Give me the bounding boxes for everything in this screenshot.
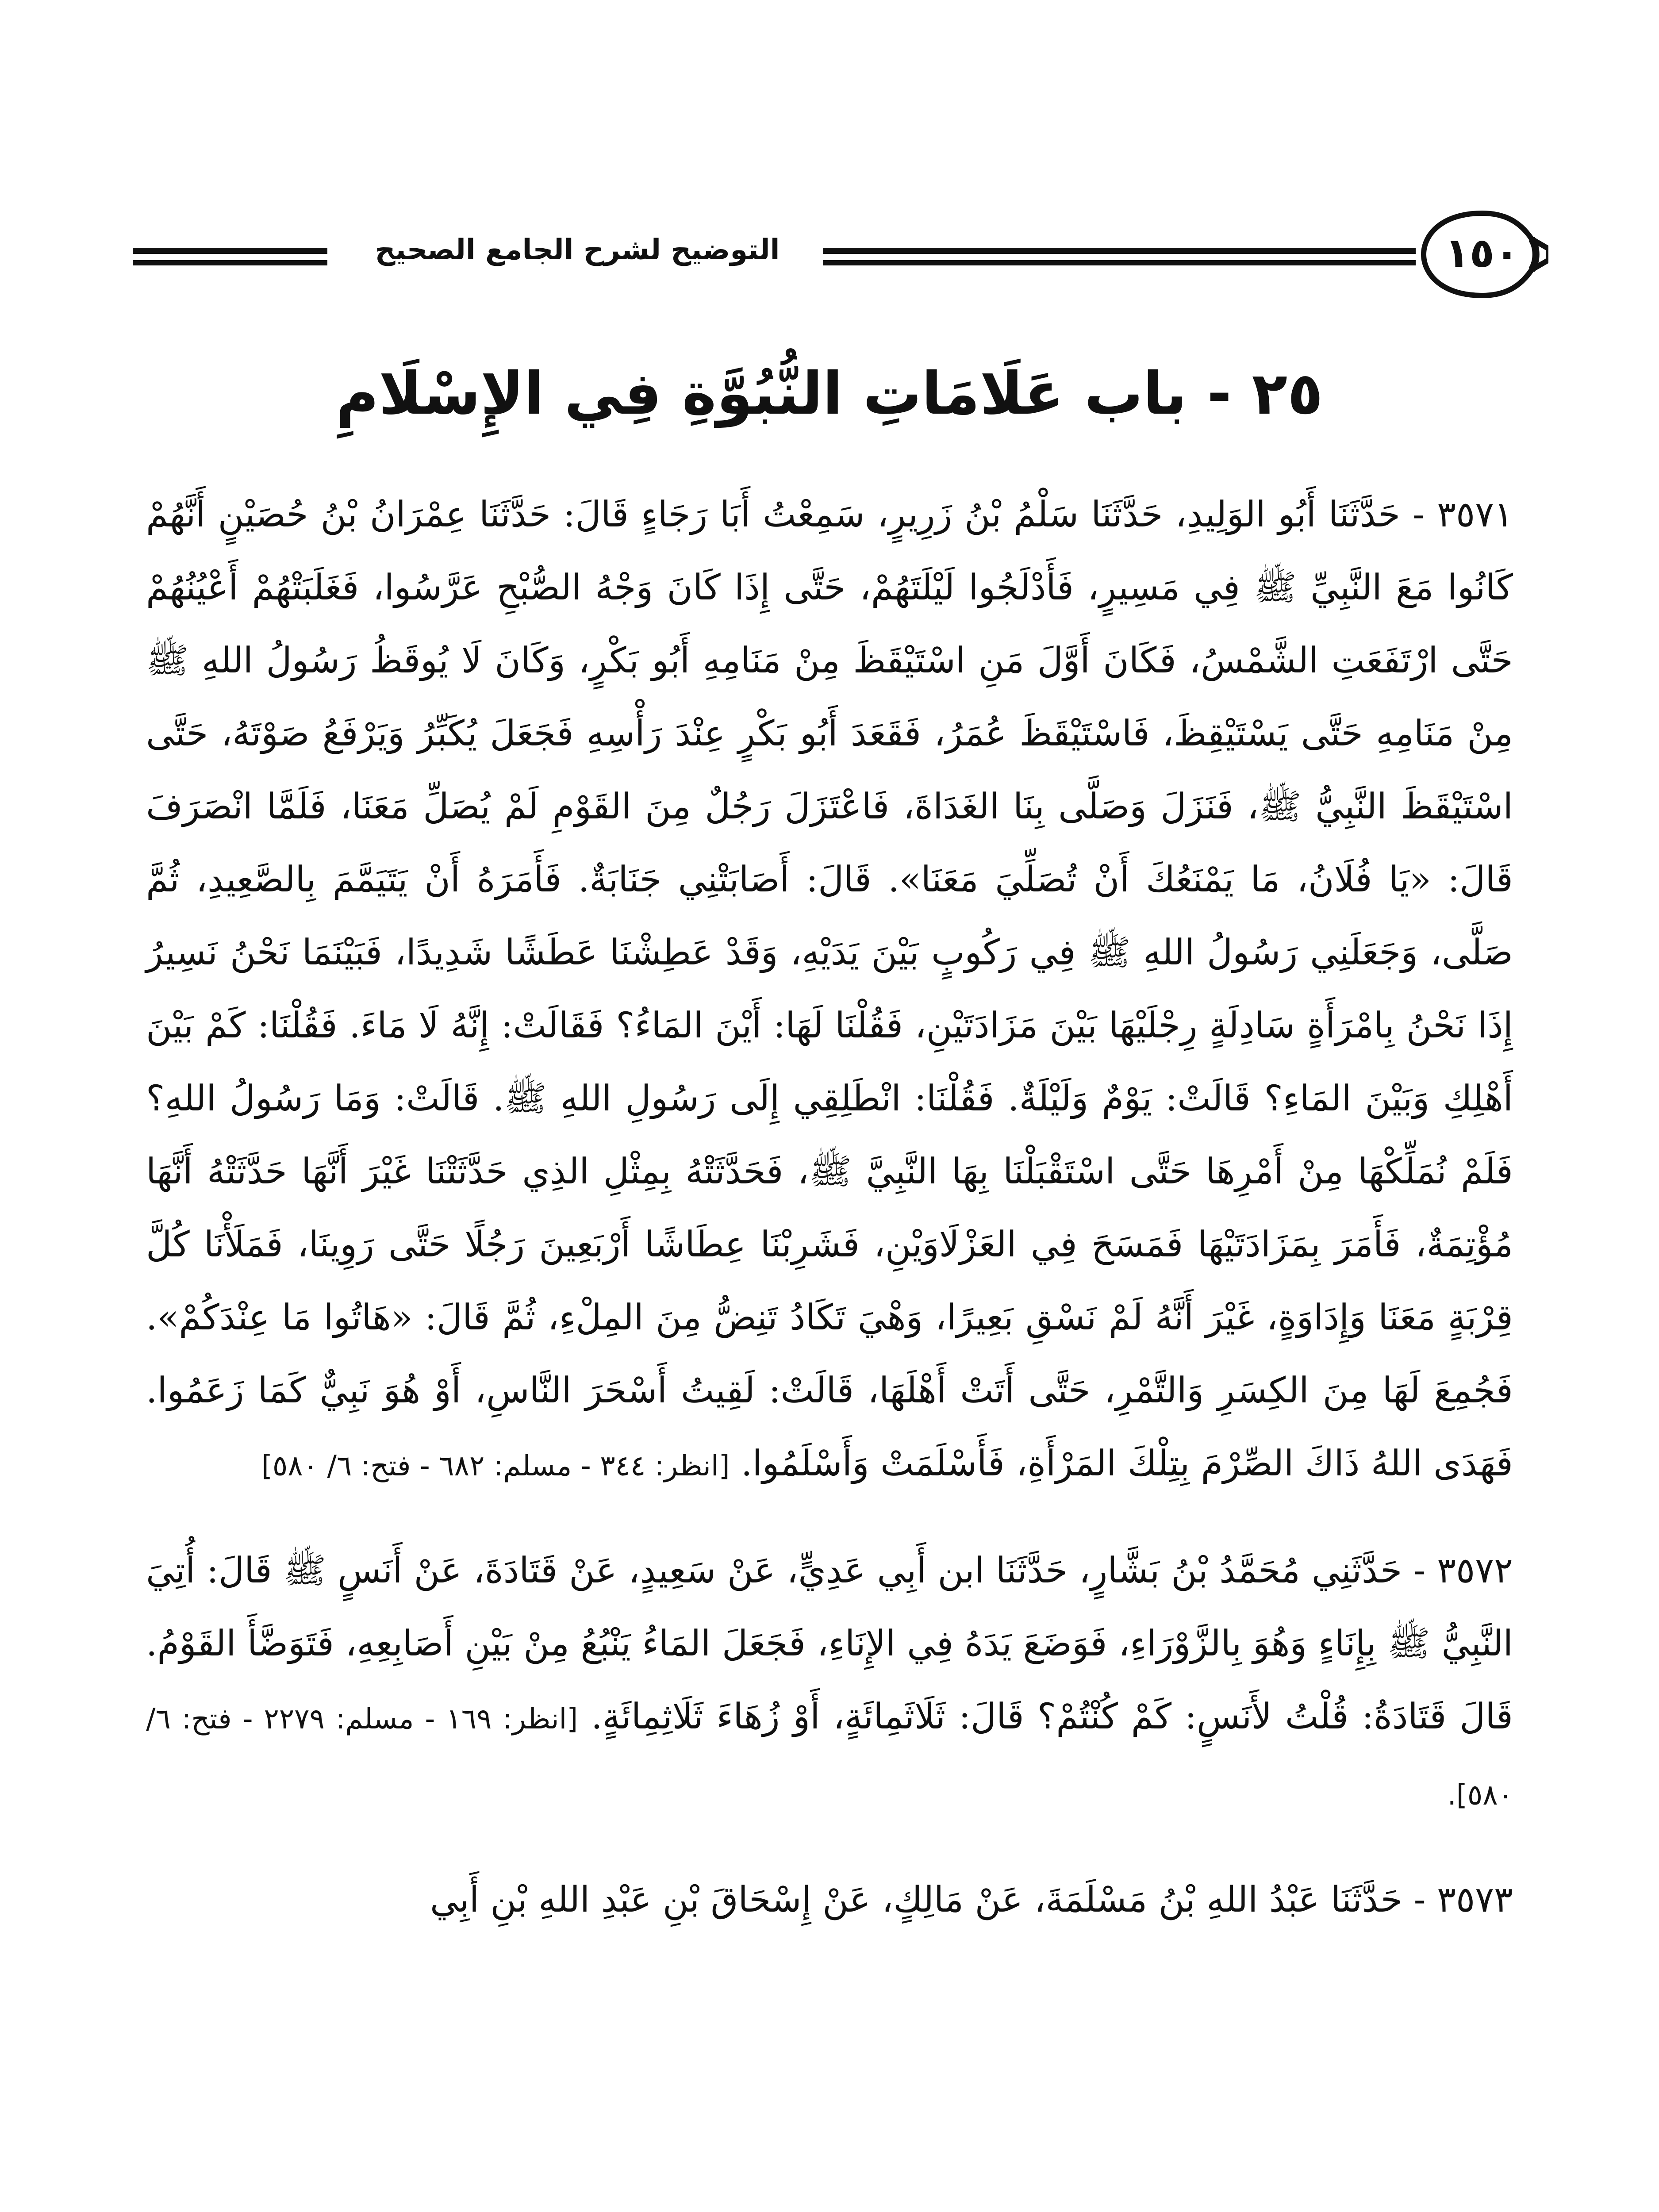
page-number: ١٥٠ xyxy=(1444,229,1520,276)
hadith-source-ref: [انظر: ١٦٩ - مسلم: ٢٢٧٩ - فتح: ٦/ ٥٨٠]. xyxy=(146,1703,1513,1812)
hadith-3571 xyxy=(146,478,1513,1503)
hadith-text: ٣٥٧٢ - حَدَّثَنِي مُحَمَّدُ بْنُ بَشَّارٍ، حَدَّثَنَا ابن أَبِي عَدِيٍّ، عَنْ سَعِيدٍ، عَنْ قَتَادَةَ، عَنْ أَنَسٍ ﷺ قَالَ: أُتِيَ النَّبِيُّ ﷺ بِإِنَاءٍ وَهُوَ بِالزَّوْرَاءِ، فَوَضَعَ يَدَهُ فِي الإِنَاءِ، فَجَعَلَ المَاءُ يَنْبُعُ مِنْ بَيْنِ أَصَابِعِهِ، فَتَوَضَّأَ القَوْمُ. قَالَ قَتَادَةُ: قُلْتُ لأَنَسٍ: كَمْ كُنْتُمْ؟ قَالَ: ثَلَاثَمِائَةٍ، أَوْ زُهَاءَ ثَلَاثِمِائَةٍ. xyxy=(146,1550,1513,1737)
page-body xyxy=(146,478,1513,1936)
running-header xyxy=(133,221,1526,310)
hadith-source-ref: [انظر: ٣٤٤ - مسلم: ٦٨٢ - فتح: ٦/ ٥٨٠] xyxy=(261,1450,730,1482)
chapter-title: ٢٥ - باب عَلَامَاتِ النُّبُوَّةِ فِي الإِسْلَامِ xyxy=(336,360,1323,428)
running-title: التوضيح لشرح الجامع الصحيح xyxy=(375,234,780,266)
hadith-text: ٣٥٧٣ - حَدَّثَنَا عَبْدُ اللهِ بْنُ مَسْلَمَةَ، عَنْ مَالِكٍ، عَنْ إِسْحَاقَ بْنِ عَبْدِ اللهِ بْنِ أَبِي xyxy=(430,1879,1513,1920)
hadith-text: ٣٥٧١ - حَدَّثَنَا أَبُو الوَلِيدِ، حَدَّثَنَا سَلْمُ بْنُ زَرِيرٍ، سَمِعْتُ أَبَا رَجَاءٍ قَالَ: حَدَّثَنَا عِمْرَانُ بْنُ حُصَيْنٍ أَنَّهُمْ كَانُوا مَعَ النَّبِيِّ ﷺ فِي مَسِيرٍ، فَأَدْلَجُوا لَيْلَتَهُمْ، حَتَّى إِذَا كَانَ وَجْهُ الصُّبْحِ عَرَّسُوا، فَغَلَبَتْهُمْ أَعْيُنُهُمْ حَتَّى ارْتَفَعَتِ الشَّمْسُ، فَكَانَ أَوَّلَ مَنِ اسْتَيْقَظَ مِنْ مَنَامِهِ أَبُو بَكْرٍ، وَكَانَ لَا يُوقَظُ رَسُولُ اللهِ ﷺ مِنْ مَنَامِهِ حَتَّى يَسْتَيْقِظَ، فَاسْتَيْقَظَ عُمَرُ، فَقَعَدَ أَبُو بَكْرٍ عِنْدَ رَأْسِهِ فَجَعَلَ يُكَبِّرُ وَيَرْفَعُ صَوْتَهُ، حَتَّى اسْتَيْقَظَ النَّبِيُّ ﷺ، فَنَزَلَ وَصَلَّى بِنَا الغَدَاةَ، فَاعْتَزَلَ رَجُلٌ مِنَ القَوْمِ لَمْ يُصَلِّ مَعَنَا، فَلَمَّا انْصَرَفَ قَالَ: «يَا فُلَانُ، مَا يَمْنَعُكَ أَنْ تُصَلِّيَ مَعَنَا». قَالَ: أَصَابَتْنِي جَنَابَةٌ. فَأَمَرَهُ أَنْ يَتَيَمَّمَ بِالصَّعِيدِ، ثُمَّ صَلَّى، وَجَعَلَنِي رَسُولُ اللهِ ﷺ فِي رَكُوبٍ بَيْنَ يَدَيْهِ، وَقَدْ عَطِشْنَا عَطَشًا شَدِيدًا، فَبَيْنَمَا نَحْنُ نَسِيرُ إِذَا نَحْنُ بِامْرَأَةٍ سَادِلَةٍ رِجْلَيْهَا بَيْنَ مَزَادَتَيْنِ، فَقُلْنَا لَهَا: أَيْنَ المَاءُ؟ فَقَالَتْ: إِنَّهُ لَا مَاءَ. فَقُلْنَا: كَمْ بَيْنَ أَهْلِكِ وَبَيْنَ المَاءِ؟ قَالَتْ: يَوْمٌ وَلَيْلَةٌ. فَقُلْنَا: انْطَلِقِي إِلَى رَسُولِ اللهِ ﷺ. قَالَتْ: وَمَا رَسُولُ اللهِ؟ فَلَمْ نُمَلِّكْهَا مِنْ أَمْرِهَا حَتَّى اسْتَقْبَلْنَا بِهَا النَّبِيَّ ﷺ، فَحَدَّثَتْهُ بِمِثْلِ الذِي حَدَّثَتْنَا غَيْرَ أَنَّهَا حَدَّثَتْهُ أَنَّهَا مُؤْتِمَةٌ، فَأَمَرَ بِمَزَادَتَيْهَا فَمَسَحَ فِي العَزْلَاوَيْنِ، فَشَرِبْنَا عِطَاشًا أَرْبَعِينَ رَجُلًا حَتَّى رَوِينَا، فَمَلَأْنَا كُلَّ قِرْبَةٍ مَعَنَا وَإِدَاوَةٍ، غَيْرَ أَنَّهُ لَمْ نَسْقِ بَعِيرًا، وَهْيَ تَكَادُ تَنِضُّ مِنَ المِلْءِ، ثُمَّ قَالَ: «هَاتُوا مَا عِنْدَكُمْ». فَجُمِعَ لَهَا مِنَ الكِسَرِ وَالتَّمْرِ، حَتَّى أَتَتْ أَهْلَهَا، قَالَتْ: لَقِيتُ أَسْحَرَ النَّاسِ، أَوْ هُوَ نَبِيٌّ كَمَا زَعَمُوا. فَهَدَى اللهُ ذَاكَ الصِّرْمَ بِتِلْكَ المَرْأَةِ، فَأَسْلَمَتْ وَأَسْلَمُوا. xyxy=(146,494,1513,1484)
page-number-badge xyxy=(1416,208,1548,301)
hadith-3572 xyxy=(146,1534,1513,1832)
hadith-3573 xyxy=(146,1863,1513,1936)
